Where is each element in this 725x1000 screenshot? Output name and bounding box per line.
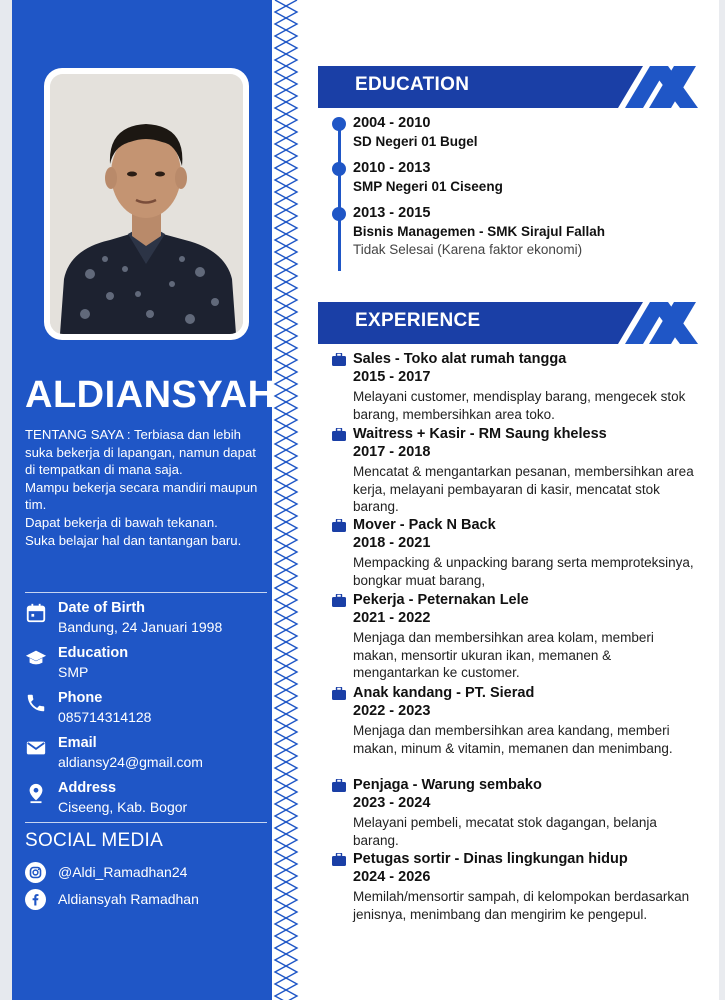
- experience-job-title: Penjaga - Warung sembako: [353, 777, 542, 793]
- phone-value: 085714314128: [58, 709, 152, 725]
- education-banner: [318, 66, 698, 108]
- experience-title: EXPERIENCE: [355, 310, 481, 331]
- education-school: SMP Negeri 01 Ciseeng: [353, 179, 503, 194]
- mail-icon: [25, 737, 47, 759]
- profile-photo: [50, 74, 243, 334]
- experience-job-title: Sales - Toko alat rumah tangga: [353, 351, 567, 367]
- experience-years: 2023 - 2024: [353, 795, 431, 811]
- briefcase-icon: [332, 779, 346, 792]
- experience-job-title: Mover - Pack N Back: [353, 517, 496, 533]
- profile-photo-frame: [44, 68, 249, 340]
- experience-years: 2024 - 2026: [353, 869, 431, 885]
- divider: [25, 592, 267, 593]
- education-school: SD Negeri 01 Bugel: [353, 134, 478, 149]
- social-facebook: [25, 889, 270, 911]
- education-years: 2004 - 2010: [353, 115, 431, 131]
- education-label: Education: [58, 645, 129, 661]
- briefcase-icon: [332, 353, 346, 366]
- diamond-pattern-strip: [272, 0, 300, 1000]
- email-label: Email: [58, 735, 97, 751]
- education-years: 2010 - 2013: [353, 160, 431, 176]
- education-note: Tidak Selesai (Karena faktor ekonomi): [353, 242, 583, 257]
- address-label: Address: [58, 780, 117, 796]
- experience-banner: [318, 302, 698, 344]
- location-pin-icon: [25, 782, 47, 804]
- sidebar: [12, 0, 276, 1000]
- experience-years: 2018 - 2021: [353, 535, 431, 551]
- education-school: Bisnis Managemen - SMK Sirajul Fallah: [353, 224, 606, 239]
- experience-description: Memilah/mensortir sampah, di kelompokan berdasarkan jenisnya, menimbang dan mengirim ke pengepul.: [353, 889, 690, 922]
- person-portrait-icon: [50, 74, 243, 334]
- social-instagram: [25, 862, 270, 884]
- experience-job-title: Petugas sortir - Dinas lingkungan hidup: [353, 851, 628, 867]
- experience-years: 2021 - 2022: [353, 610, 431, 626]
- birth-value: Bandung, 24 Januari 1998: [58, 619, 223, 635]
- facebook-name: Aldiansyah Ramadhan: [58, 891, 199, 907]
- about-text: TENTANG SAYA : Terbiasa dan lebih suka bekerja di lapangan, namun dapat di tempatkan di mana saja. Mampu bekerja secara mandiri maupun tim. Dapat bekerja di bawah tekanan. Suka belajar hal dan tantangan baru.: [25, 427, 258, 548]
- experience-years: 2015 - 2017: [353, 369, 431, 385]
- experience-years: 2022 - 2023: [353, 703, 431, 719]
- full-name: ALDIANSYAH: [25, 374, 276, 416]
- info-birth: [25, 600, 270, 640]
- briefcase-icon: [332, 519, 346, 532]
- phone-icon: [25, 692, 47, 714]
- info-phone: [25, 690, 270, 730]
- experience-description: Mempacking & unpacking barang serta memproteksinya, bongkar muat barang,: [353, 555, 694, 588]
- right-edge: [719, 0, 725, 1000]
- info-education: [25, 645, 270, 685]
- graduation-cap-icon: [25, 647, 47, 669]
- education-years: 2013 - 2015: [353, 205, 431, 221]
- instagram-icon: [25, 862, 46, 883]
- experience-job-title: Waitress + Kasir - RM Saung kheless: [353, 426, 607, 442]
- birth-label: Date of Birth: [58, 600, 145, 616]
- briefcase-icon: [332, 428, 346, 441]
- divider: [25, 822, 267, 823]
- experience-job-title: Pekerja - Peternakan Lele: [353, 592, 529, 608]
- experience-description: Menjaga dan membersihkan area kolam, memberi makan, mensortir ukuran ikan, memanen & mengantarkan ke customer.: [353, 630, 654, 680]
- education-title: EDUCATION: [355, 74, 470, 95]
- info-address: [25, 780, 270, 820]
- info-email: [25, 735, 270, 775]
- experience-job-title: Anak kandang - PT. Sierad: [353, 685, 535, 701]
- experience-description: Menjaga dan membersihkan area kandang, memberi makan, minum & vitamin, memanen dan menimbang.: [353, 723, 673, 756]
- social-media-title: SOCIAL MEDIA: [25, 830, 164, 851]
- left-edge: [0, 0, 12, 1000]
- briefcase-icon: [332, 687, 346, 700]
- instagram-handle: @Aldi_Ramadhan24: [58, 864, 188, 880]
- timeline-dot-icon: [332, 207, 346, 221]
- calendar-icon: [25, 602, 47, 624]
- briefcase-icon: [332, 853, 346, 866]
- timeline-dot-icon: [332, 117, 346, 131]
- email-value: aldiansy24@gmail.com: [58, 754, 203, 770]
- briefcase-icon: [332, 594, 346, 607]
- experience-years: 2017 - 2018: [353, 444, 431, 460]
- phone-label: Phone: [58, 690, 103, 706]
- timeline-line: [338, 119, 341, 271]
- timeline-dot-icon: [332, 162, 346, 176]
- facebook-icon: [25, 889, 46, 910]
- experience-description: Melayani customer, mendisplay barang, mengecek stok barang, membersihkan area toko.: [353, 389, 686, 422]
- experience-description: Mencatat & mengantarkan pesanan, membersihkan area kerja, melayani pembayaran di kasir, mencatat stok barang.: [353, 464, 694, 514]
- address-value: Ciseeng, Kab. Bogor: [58, 799, 188, 815]
- education-value: SMP: [58, 664, 89, 680]
- experience-description: Melayani pembeli, mecatat stok dagangan, belanja barang.: [353, 815, 657, 848]
